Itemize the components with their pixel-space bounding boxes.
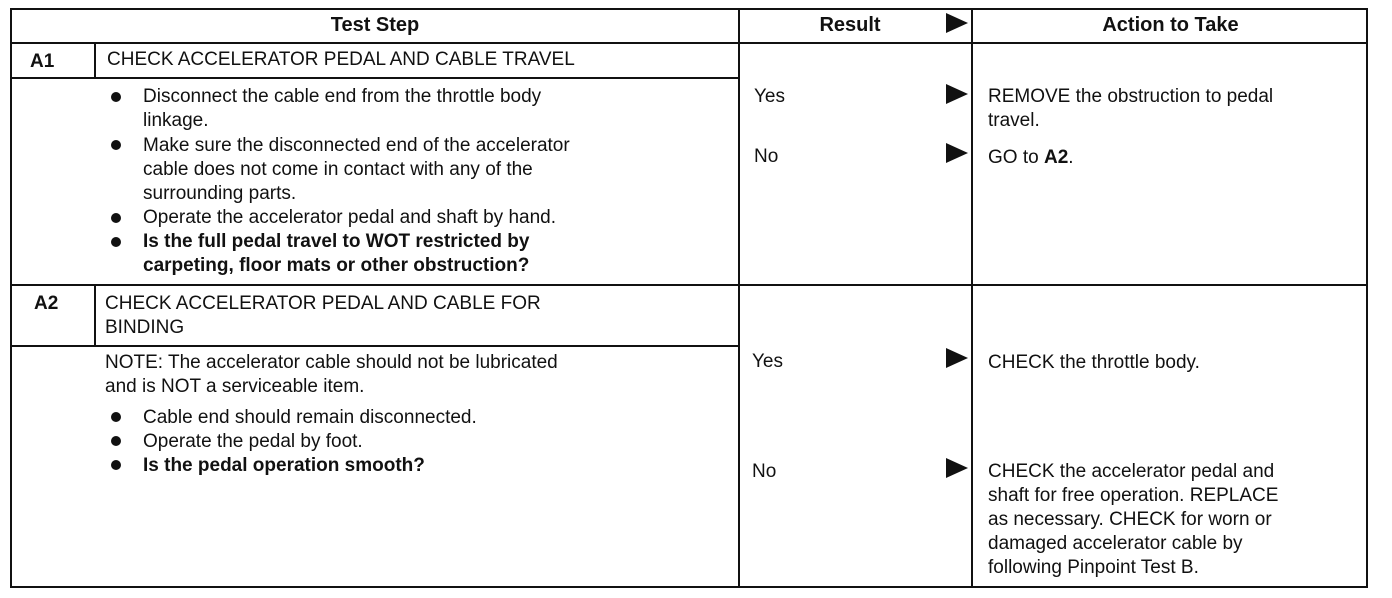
step-id: A1 — [30, 51, 55, 72]
action-line: CHECK the throttle body. — [988, 352, 1200, 373]
bullet-icon — [111, 436, 121, 446]
bullet-line: surrounding parts. — [143, 183, 297, 204]
step-title: BINDING — [105, 317, 185, 338]
action-line: travel. — [988, 110, 1040, 131]
bullet-line: Operate the pedal by foot. — [143, 431, 363, 452]
arrow-icon — [946, 143, 968, 163]
step-reference: A2 — [1043, 147, 1069, 168]
bullet-icon — [111, 412, 121, 422]
action-line: as necessary. CHECK for worn or — [988, 509, 1272, 530]
bullet-icon — [111, 213, 121, 223]
action-line: GO to A2. — [988, 147, 1074, 168]
arrow-icon — [946, 458, 968, 478]
bullet-icon — [111, 92, 121, 102]
header-result: Result — [819, 14, 881, 36]
note-line: and is NOT a serviceable item. — [105, 376, 365, 397]
bullet-line: cable does not come in contact with any of the — [143, 159, 533, 180]
result-no: No — [752, 461, 777, 482]
bullet-icon — [111, 237, 121, 247]
a2-title-divider — [10, 345, 738, 347]
arrow-icon — [946, 13, 968, 33]
action-line: following Pinpoint Test B. — [988, 557, 1199, 578]
test-step-column-divider — [738, 8, 740, 588]
bullet-line: linkage. — [143, 110, 209, 131]
bullet-line: Cable end should remain disconnected. — [143, 407, 477, 428]
bullet-line: Make sure the disconnected end of the accelerator — [143, 135, 570, 156]
header-action: Action to Take — [1102, 14, 1239, 36]
result-yes: Yes — [752, 351, 783, 372]
note-line: NOTE: The accelerator cable should not be lubricated — [105, 352, 558, 373]
id-column-divider-a2 — [94, 284, 96, 346]
action-line: shaft for free operation. REPLACE — [988, 485, 1279, 506]
arrow-icon — [946, 348, 968, 368]
bullet-line: Is the full pedal travel to WOT restricted by — [143, 231, 530, 252]
bullet-icon — [111, 460, 121, 470]
a1-title-divider — [10, 77, 738, 79]
action-line: damaged accelerator cable by — [988, 533, 1243, 554]
bullet-line: carpeting, floor mats or other obstruction? — [143, 255, 530, 276]
action-line: CHECK the accelerator pedal and — [988, 461, 1275, 482]
header-divider — [10, 42, 1368, 44]
row-divider — [10, 284, 1368, 286]
header-test-step: Test Step — [330, 14, 420, 36]
result-column-divider — [971, 8, 973, 588]
arrow-icon — [946, 84, 968, 104]
bullet-line: Disconnect the cable end from the throttle body — [143, 86, 542, 107]
bullet-line: Is the pedal operation smooth? — [143, 455, 425, 476]
step-title: CHECK ACCELERATOR PEDAL AND CABLE TRAVEL — [107, 49, 575, 70]
bullet-icon — [111, 140, 121, 150]
id-column-divider-a1 — [94, 42, 96, 78]
step-title: CHECK ACCELERATOR PEDAL AND CABLE FOR — [105, 293, 541, 314]
action-line: REMOVE the obstruction to pedal — [988, 86, 1274, 107]
step-id: A2 — [34, 293, 59, 314]
result-no: No — [754, 146, 779, 167]
bullet-line: Operate the accelerator pedal and shaft by hand. — [143, 207, 556, 228]
result-yes: Yes — [754, 86, 785, 107]
